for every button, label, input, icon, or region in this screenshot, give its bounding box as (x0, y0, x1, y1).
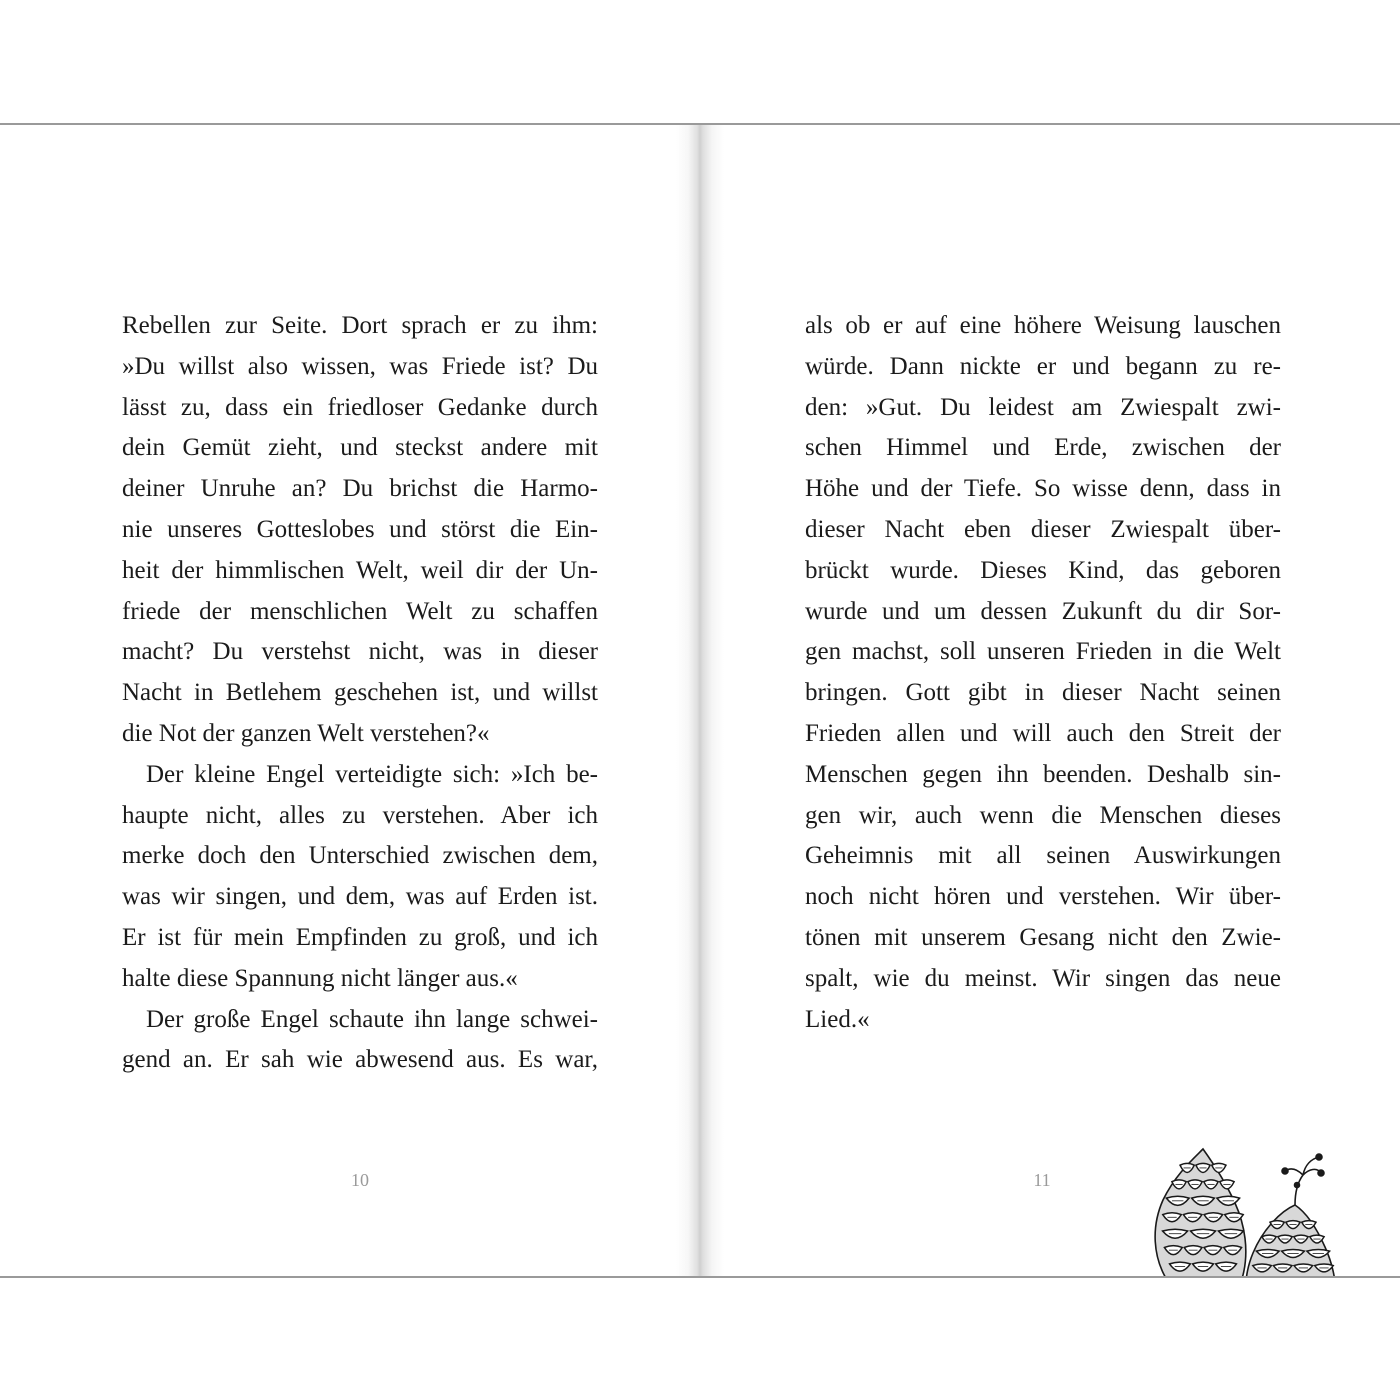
text-line: lässt zu, dass ein friedloser Gedanke durch (122, 393, 598, 421)
book-spread (0, 123, 1400, 1278)
text-line: heit der himmlischen Welt, weil dir der Un- (122, 556, 598, 584)
text-line: haupte nicht, alles zu verstehen. Aber ich (122, 801, 598, 829)
text-line: Menschen gegen ihn beenden. Deshalb sin- (805, 760, 1281, 788)
text-line: spalt, wie du meinst. Wir singen das neue (805, 964, 1281, 992)
text-line: Lied.« (805, 1005, 870, 1033)
right-page-text (805, 306, 1281, 1040)
text-line: Er ist für mein Empfinden zu groß, und ich (122, 923, 598, 951)
text-line: deiner Unruhe an? Du brichst die Harmo- (122, 475, 598, 503)
left-page-text (122, 306, 598, 1081)
text-line: merke doch den Unterschied zwischen dem, (122, 842, 598, 870)
page-number: 10 (351, 1170, 369, 1190)
text-line: Nacht in Betlehem geschehen ist, und willst (122, 679, 598, 707)
text-line: wurde und um dessen Zukunft du dir Sor- (805, 597, 1281, 625)
text-line: macht? Du verstehst nicht, was in dieser (122, 638, 598, 666)
text-line: dein Gemüt zieht, und steckst andere mit (122, 434, 598, 462)
text-line: dieser Nacht eben dieser Zwiespalt über- (805, 515, 1281, 543)
text-line: gend an. Er sah wie abwesend aus. Es war, (122, 1046, 598, 1074)
page-number: 11 (1033, 1170, 1051, 1190)
pine-cones-icon (1145, 1145, 1345, 1278)
text-line: nie unseres Gotteslobes und störst die Ein- (122, 515, 598, 543)
text-line: den: »Gut. Du leidest am Zwiespalt zwi- (805, 393, 1281, 421)
text-line: friede der menschlichen Welt zu schaffen (122, 597, 598, 625)
text-line: als ob er auf eine höhere Weisung lauschen (805, 312, 1281, 339)
text-line: Der große Engel schaute ihn lange schwei- (146, 1005, 598, 1033)
text-line: gen machst, soll unseren Frieden in die Welt (805, 638, 1281, 666)
right-page (702, 125, 1400, 1276)
text-line: noch nicht hören und verstehen. Wir über- (805, 883, 1281, 911)
text-line: Höhe und der Tiefe. So wisse denn, dass in (805, 475, 1281, 503)
text-line: gen wir, auch wenn die Menschen dieses (805, 801, 1281, 829)
text-line: tönen mit unserem Gesang nicht den Zwie- (805, 923, 1281, 951)
left-page (0, 125, 698, 1276)
text-line: Der kleine Engel verteidigte sich: »Ich be- (146, 760, 598, 788)
text-line: Frieden allen und will auch den Streit der (805, 719, 1281, 747)
text-line: schen Himmel und Erde, zwischen der (805, 434, 1281, 462)
text-line: Geheimnis mit all seinen Auswirkungen (805, 842, 1281, 870)
text-line: halte diese Spannung nicht länger aus.« (122, 964, 518, 992)
text-line: bringen. Gott gibt in dieser Nacht seinen (805, 679, 1281, 707)
text-line: was wir singen, und dem, was auf Erden ist. (122, 883, 598, 911)
text-line: die Not der ganzen Welt verstehen?« (122, 719, 490, 747)
text-line: brückt wurde. Dieses Kind, das geboren (805, 556, 1281, 584)
text-line: Rebellen zur Seite. Dort sprach er zu ihm: (122, 312, 598, 339)
text-line: würde. Dann nickte er und begann zu re- (805, 352, 1281, 380)
text-line: »Du willst also wissen, was Friede ist? Du (122, 352, 598, 380)
